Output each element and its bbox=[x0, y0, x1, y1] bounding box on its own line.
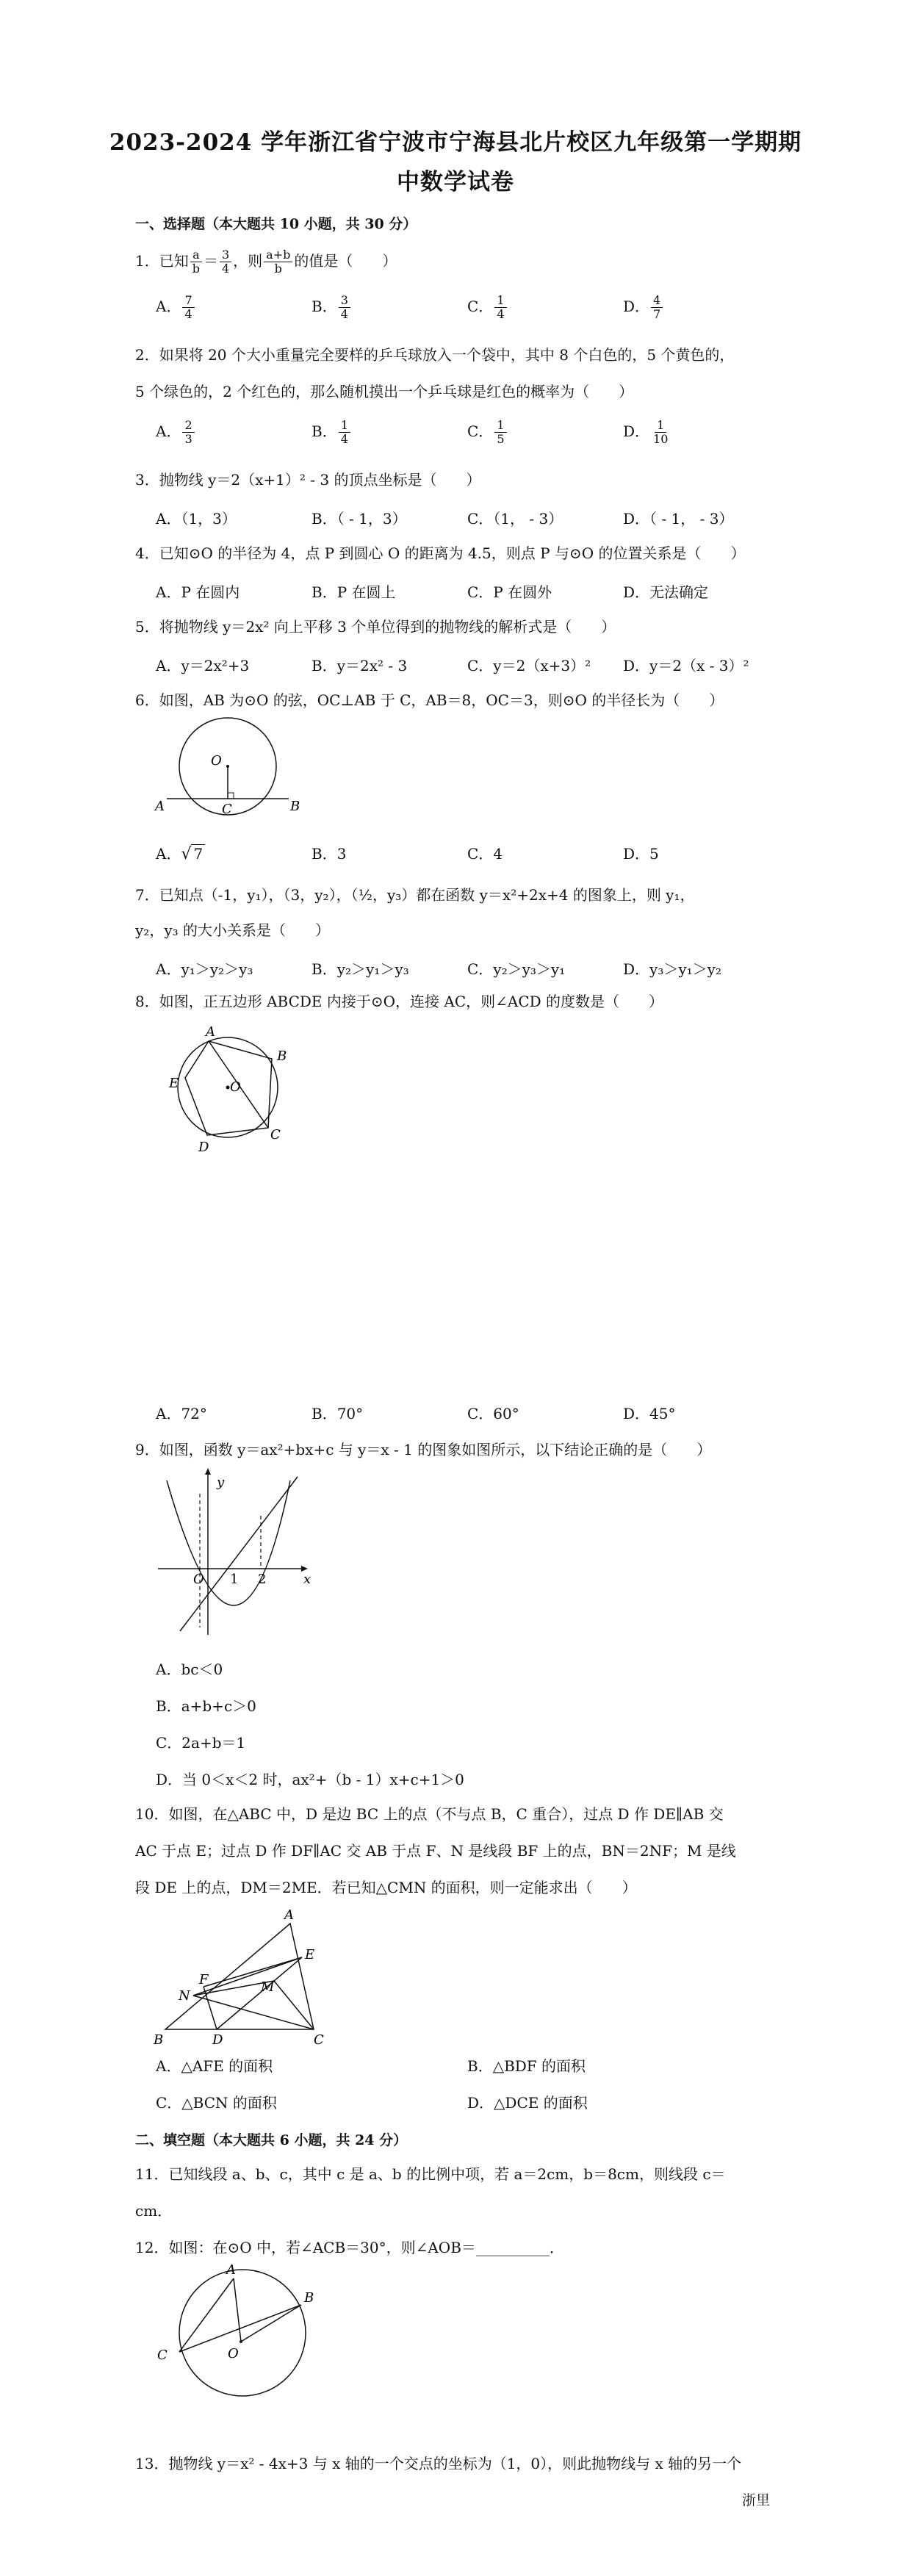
q7-option-c: C．y₂＞y₃＞y₁ bbox=[467, 960, 566, 978]
q4-option-a: A．P 在圆内 bbox=[156, 583, 240, 601]
question-9: 9．如图，函数 y＝ax²+bx+c 与 y＝x - 1 的图象如图所示，以下结论正确的是（ ） bbox=[135, 1441, 712, 1458]
q8-option-c: C．60° bbox=[467, 1405, 519, 1422]
question-6: 6．如图，AB 为⊙O 的弦，OC⊥AB 于 C，AB＝8，OC＝3，则⊙O 的半径长为（ ） bbox=[135, 691, 724, 709]
q8-option-d: D．45° bbox=[623, 1405, 676, 1422]
question-10-line-3: 段 DE 上的点，DM＝2ME．若已知△CMN 的面积，则一定能求出（ ） bbox=[135, 1879, 637, 1896]
q9-label-x: x bbox=[303, 1572, 312, 1587]
q9-option-d: D．当 0＜x＜2 时，ax²+（b - 1）x+c+1＞0 bbox=[156, 1771, 464, 1788]
page-footer: 浙里 bbox=[742, 2492, 771, 2508]
q8-option-b: B．70° bbox=[312, 1405, 364, 1422]
fraction-a-plus-b-over-b: $\frac{a+b}{b}$ bbox=[264, 248, 292, 276]
q2-option-d: D． $\frac{1}{10}$ bbox=[623, 418, 669, 446]
q8-label-a: A bbox=[206, 1024, 215, 1040]
section-heading-fill: 二、填空题（本大题共 6 小题，共 24 分） bbox=[135, 2132, 408, 2148]
q10-label-m: M bbox=[261, 1979, 275, 1995]
q7-option-a: A．y₁＞y₂＞y₃ bbox=[156, 960, 253, 978]
question-7-line-1: 7．已知点（-1，y₁），（3，y₂），（½，y₃）都在函数 y＝x²+2x+4 的图象上，则 y₁， bbox=[135, 886, 695, 904]
q9-option-c: C．2a+b＝1 bbox=[156, 1734, 246, 1752]
q2-option-b: B． $\frac{1}{4}$ bbox=[312, 419, 352, 446]
q6-option-a: A．√ 7 bbox=[156, 842, 205, 863]
q6-label-o: O bbox=[211, 753, 222, 769]
q8-label-o: O bbox=[230, 1079, 241, 1095]
fraction-a-over-b: $\frac{a}{b}$ bbox=[190, 248, 202, 276]
question-10-line-2: AC 于点 E；过点 D 作 DF∥AC 交 AB 于点 F、N 是线段 BF 上的点，BN＝2NF；M 是线 bbox=[135, 1842, 736, 1860]
q6-label-c: C bbox=[222, 802, 232, 817]
q3-option-c: C．（1， - 3） bbox=[467, 510, 563, 528]
q7-option-b: B．y₂＞y₁＞y₃ bbox=[312, 960, 409, 978]
q6-option-b: B．3 bbox=[312, 845, 347, 863]
question-10-line-1: 10．如图，在△ABC 中，D 是边 BC 上的点（不与点 B，C 重合），过点 D 作 DE∥AB 交 bbox=[135, 1805, 724, 1823]
q10-option-a: A．△AFE 的面积 bbox=[156, 2057, 273, 2075]
question-13: 13．抛物线 y＝x² - 4x+3 与 x 轴的一个交点的坐标为（1，0），则此抛物线与 x 轴的另一个 bbox=[135, 2455, 742, 2472]
title-line-1: 2023-2024 学年浙江省宁波市宁海县北片校区九年级第一学期期 bbox=[109, 129, 802, 156]
q3-option-d: D．（ - 1， - 3） bbox=[623, 510, 734, 528]
q12-label-b: B bbox=[304, 2290, 314, 2306]
q9-graph-figure bbox=[151, 1466, 320, 1642]
q9-tick-2: 2 bbox=[258, 1572, 267, 1587]
q10-option-d: D．△DCE 的面积 bbox=[467, 2094, 588, 2112]
question-5: 5．将抛物线 y＝2x² 向上平移 3 个单位得到的抛物线的解析式是（ ） bbox=[135, 618, 616, 636]
q4-option-c: C．P 在圆外 bbox=[467, 583, 552, 601]
q8-option-a: A．72° bbox=[156, 1405, 207, 1422]
q6-label-b: B bbox=[290, 799, 300, 814]
q7-option-d: D．y₃＞y₁＞y₂ bbox=[623, 960, 721, 978]
title-line-2: 中数学试卷 bbox=[397, 169, 514, 195]
fraction-3-over-4: $\frac{3}{4}$ bbox=[220, 248, 231, 276]
q5-option-d: D．y＝2（x - 3）² bbox=[623, 657, 749, 674]
q5-option-a: A．y＝2x²+3 bbox=[156, 657, 250, 674]
q8-label-d: D bbox=[198, 1140, 209, 1155]
q3-option-a: A．（1，3） bbox=[156, 510, 237, 528]
q10-label-a: A bbox=[284, 1907, 294, 1923]
q10-label-d: D bbox=[212, 2032, 223, 2048]
q10-label-f: F bbox=[199, 1972, 209, 1987]
q6-label-a: A bbox=[155, 799, 165, 814]
q9-tick-1: 1 bbox=[230, 1572, 239, 1587]
question-11-line-2: cm． bbox=[135, 2202, 173, 2220]
q12-label-o: O bbox=[228, 2346, 239, 2361]
q5-option-c: C．y＝2（x+3）² bbox=[467, 657, 591, 674]
q4-option-b: B．P 在圆上 bbox=[312, 583, 396, 601]
q1-option-d: D． $\frac{4}{7}$ bbox=[623, 294, 664, 321]
q9-option-b: B．a+b+c＞0 bbox=[156, 1697, 256, 1715]
q12-circle-figure bbox=[147, 2259, 338, 2406]
q2-option-a: A． $\frac{2}{3}$ bbox=[156, 419, 196, 446]
q8-label-c: C bbox=[270, 1127, 281, 1143]
question-2-line-1: 2．如果将 20 个大小重量完全要样的乒乓球放入一个袋中，其中 8 个白色的，5 个黄色的， bbox=[135, 346, 735, 364]
q8-pentagon-figure bbox=[147, 1018, 301, 1165]
question-2-line-2: 5 个绿色的，2 个红色的，那么随机摸出一个乒乓球是红色的概率为（ ） bbox=[135, 383, 634, 400]
q10-triangle-figure bbox=[151, 1903, 334, 2048]
q10-label-e: E bbox=[305, 1947, 315, 1962]
q1-option-c: C． $\frac{1}{4}$ bbox=[467, 294, 508, 321]
q1-option-a: A． $\frac{7}{4}$ bbox=[156, 294, 196, 321]
q6-option-d: D．5 bbox=[623, 845, 659, 863]
q6-option-c: C．4 bbox=[467, 845, 503, 863]
q9-label-y: y bbox=[217, 1475, 225, 1490]
q9-option-a: A．bc＜0 bbox=[156, 1661, 223, 1678]
question-4: 4．已知⊙O 的半径为 4，点 P 到圆心 O 的距离为 4.5，则点 P 与⊙O 的位置关系是（ ） bbox=[135, 544, 746, 562]
q10-label-c: C bbox=[314, 2032, 324, 2048]
question-7-line-2: y₂，y₃ 的大小关系是（ ） bbox=[135, 921, 330, 939]
q10-label-n: N bbox=[179, 1988, 190, 2004]
q2-option-c: C． $\frac{1}{5}$ bbox=[467, 419, 508, 446]
q12-label-a: A bbox=[226, 2262, 236, 2278]
q10-option-b: B．△BDF 的面积 bbox=[467, 2057, 586, 2075]
q10-label-b: B bbox=[154, 2032, 164, 2048]
q8-label-e: E bbox=[169, 1076, 179, 1091]
q5-option-b: B．y＝2x² - 3 bbox=[312, 657, 408, 674]
q9-label-o: O bbox=[193, 1572, 204, 1587]
q8-label-b: B bbox=[277, 1048, 287, 1064]
q10-option-c: C．△BCN 的面积 bbox=[156, 2094, 277, 2112]
question-1: 1．已知 $\frac{a}{b}$ ＝ $\frac{3}{4}$ ，则 $\frac{a+b}{b}$ 的值是（ ） bbox=[135, 248, 397, 276]
question-8: 8．如图，正五边形 ABCDE 内接于⊙O，连接 AC，则∠ACD 的度数是（ ） bbox=[135, 993, 664, 1010]
question-11-line-1: 11．已知线段 a、b、c，其中 c 是 a、b 的比例中项，若 a＝2cm，b＝8cm，则线段 c＝ bbox=[135, 2165, 726, 2183]
q6-circle-figure bbox=[151, 716, 298, 827]
q4-option-d: D．无法确定 bbox=[623, 583, 709, 601]
section-heading-choice: 一、选择题（本大题共 10 小题，共 30 分） bbox=[135, 216, 417, 232]
q12-label-c: C bbox=[157, 2347, 168, 2363]
question-3: 3．抛物线 y＝2（x+1）² - 3 的顶点坐标是（ ） bbox=[135, 471, 481, 489]
question-12: 12．如图：在⊙O 中，若∠ACB＝30°，则∠AOB＝__________． bbox=[135, 2239, 564, 2256]
q3-option-b: B．（ - 1，3） bbox=[312, 510, 407, 528]
q1-option-b: B． $\frac{3}{4}$ bbox=[312, 294, 352, 321]
